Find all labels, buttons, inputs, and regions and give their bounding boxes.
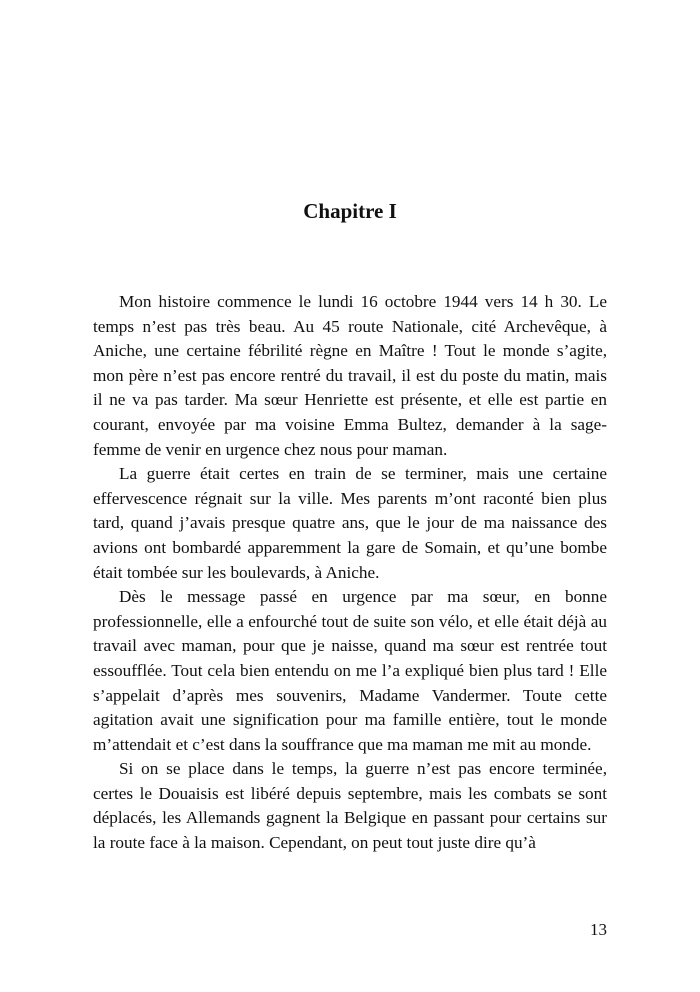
paragraph: Si on se place dans le temps, la guerre n’est pas encore terminée, certes le Douaisis est libéré depuis septembre, mais les combats se sont déplacés, les Allemands gagnent la Belgique en passant pour certains sur la route face à la maison. Cependant, on peut tout juste dire qu’à xyxy=(93,759,607,853)
chapter-title: Chapitre I xyxy=(303,199,397,223)
paragraph: Mon histoire commence le lundi 16 octobre 1944 vers 14 h 30. Le temps n’est pas très beau. Au 45 route Nationale, cité Archevêque, à Aniche, une certaine fébrilité règne en Maître ! Tout le monde s’agite, mon père n’est pas encore rentré du travail, il est du poste du matin, mais il ne va pas tarder. Ma sœur Henriette est présente, et elle est partie en courant, envoyée par ma voisine Emma Bultez, demander à la sage-femme de venir en urgence chez nous pour maman. xyxy=(93,292,607,459)
paragraph: Dès le message passé en urgence par ma sœur, en bonne professionnelle, elle a enfourché tout de suite son vélo, et elle était déjà au travail avec maman, pour que je naisse, quand ma sœur est rentrée tout essoufflée. Tout cela bien entendu on me l’a expliqué bien plus tard ! Elle s’appelait d’après mes souvenirs, Madame Vandermer. Toute cette agitation avait une signification pour ma famille entière, tout le monde m’attendait et c’est dans la souffrance que ma maman me mit au monde. xyxy=(93,587,607,754)
paragraph: La guerre était certes en train de se terminer, mais une certaine effervescence régnait sur la ville. Mes parents m’ont raconté bien plus tard, quand j’avais presque quatre ans, que le jour de ma naissance des avions ont bombardé apparemment la gare de Somain, et qu’une bombe était tombée sur les boulevards, à Aniche. xyxy=(93,464,607,582)
body-text xyxy=(93,290,607,856)
page-number: 13 xyxy=(590,920,607,939)
